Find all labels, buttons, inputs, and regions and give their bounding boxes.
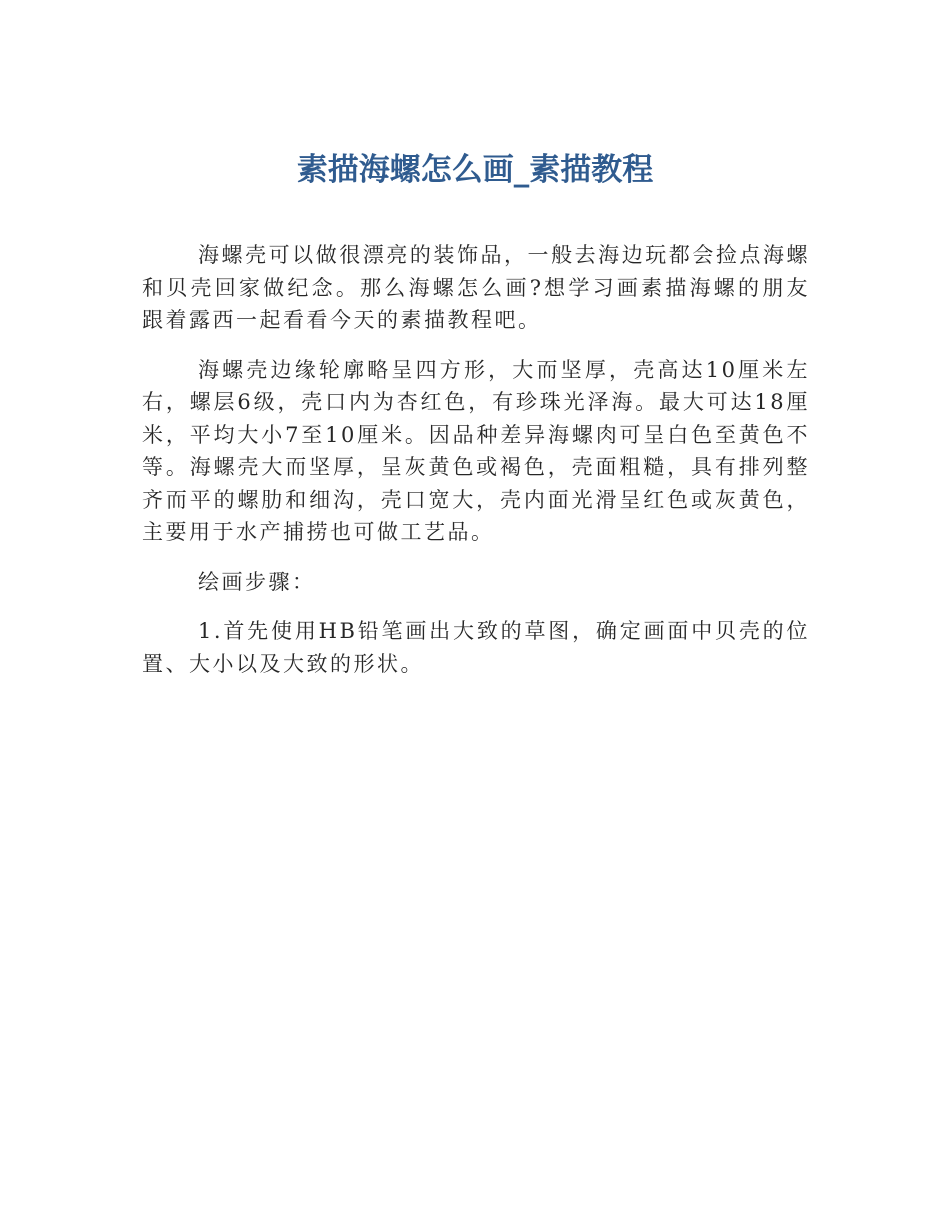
paragraph-step-1: 1.首先使用HB铅笔画出大致的草图，确定画面中贝壳的位置、大小以及大致的形状。 [142, 619, 810, 676]
document-body [142, 239, 810, 697]
paragraph-steps-heading: 绘画步骤： [198, 569, 316, 594]
page-title: 素描海螺怎么画_素描教程 [296, 152, 654, 188]
paragraph-description: 海螺壳边缘轮廓略呈四方形，大而坚厚，壳高达10厘米左右，螺层6级，壳口内为杏红色，有珍珠光泽海。最大可达18厘米，平均大小7至10厘米。因品种差异海螺肉可呈白色至黄色不等。海螺壳大而坚厚，呈灰黄色或褐色，壳面粗糙，具有排列整齐而平的螺肋和细沟，壳口宽大，壳内面光滑呈红色或灰黄色，主要用于水产捕捞也可做工艺品。 [142, 357, 810, 544]
paragraph-intro: 海螺壳可以做很漂亮的装饰品，一般去海边玩都会捡点海螺和贝壳回家做纪念。那么海螺怎么画?想学习画素描海螺的朋友跟着露西一起看看今天的素描教程吧。 [142, 243, 810, 332]
